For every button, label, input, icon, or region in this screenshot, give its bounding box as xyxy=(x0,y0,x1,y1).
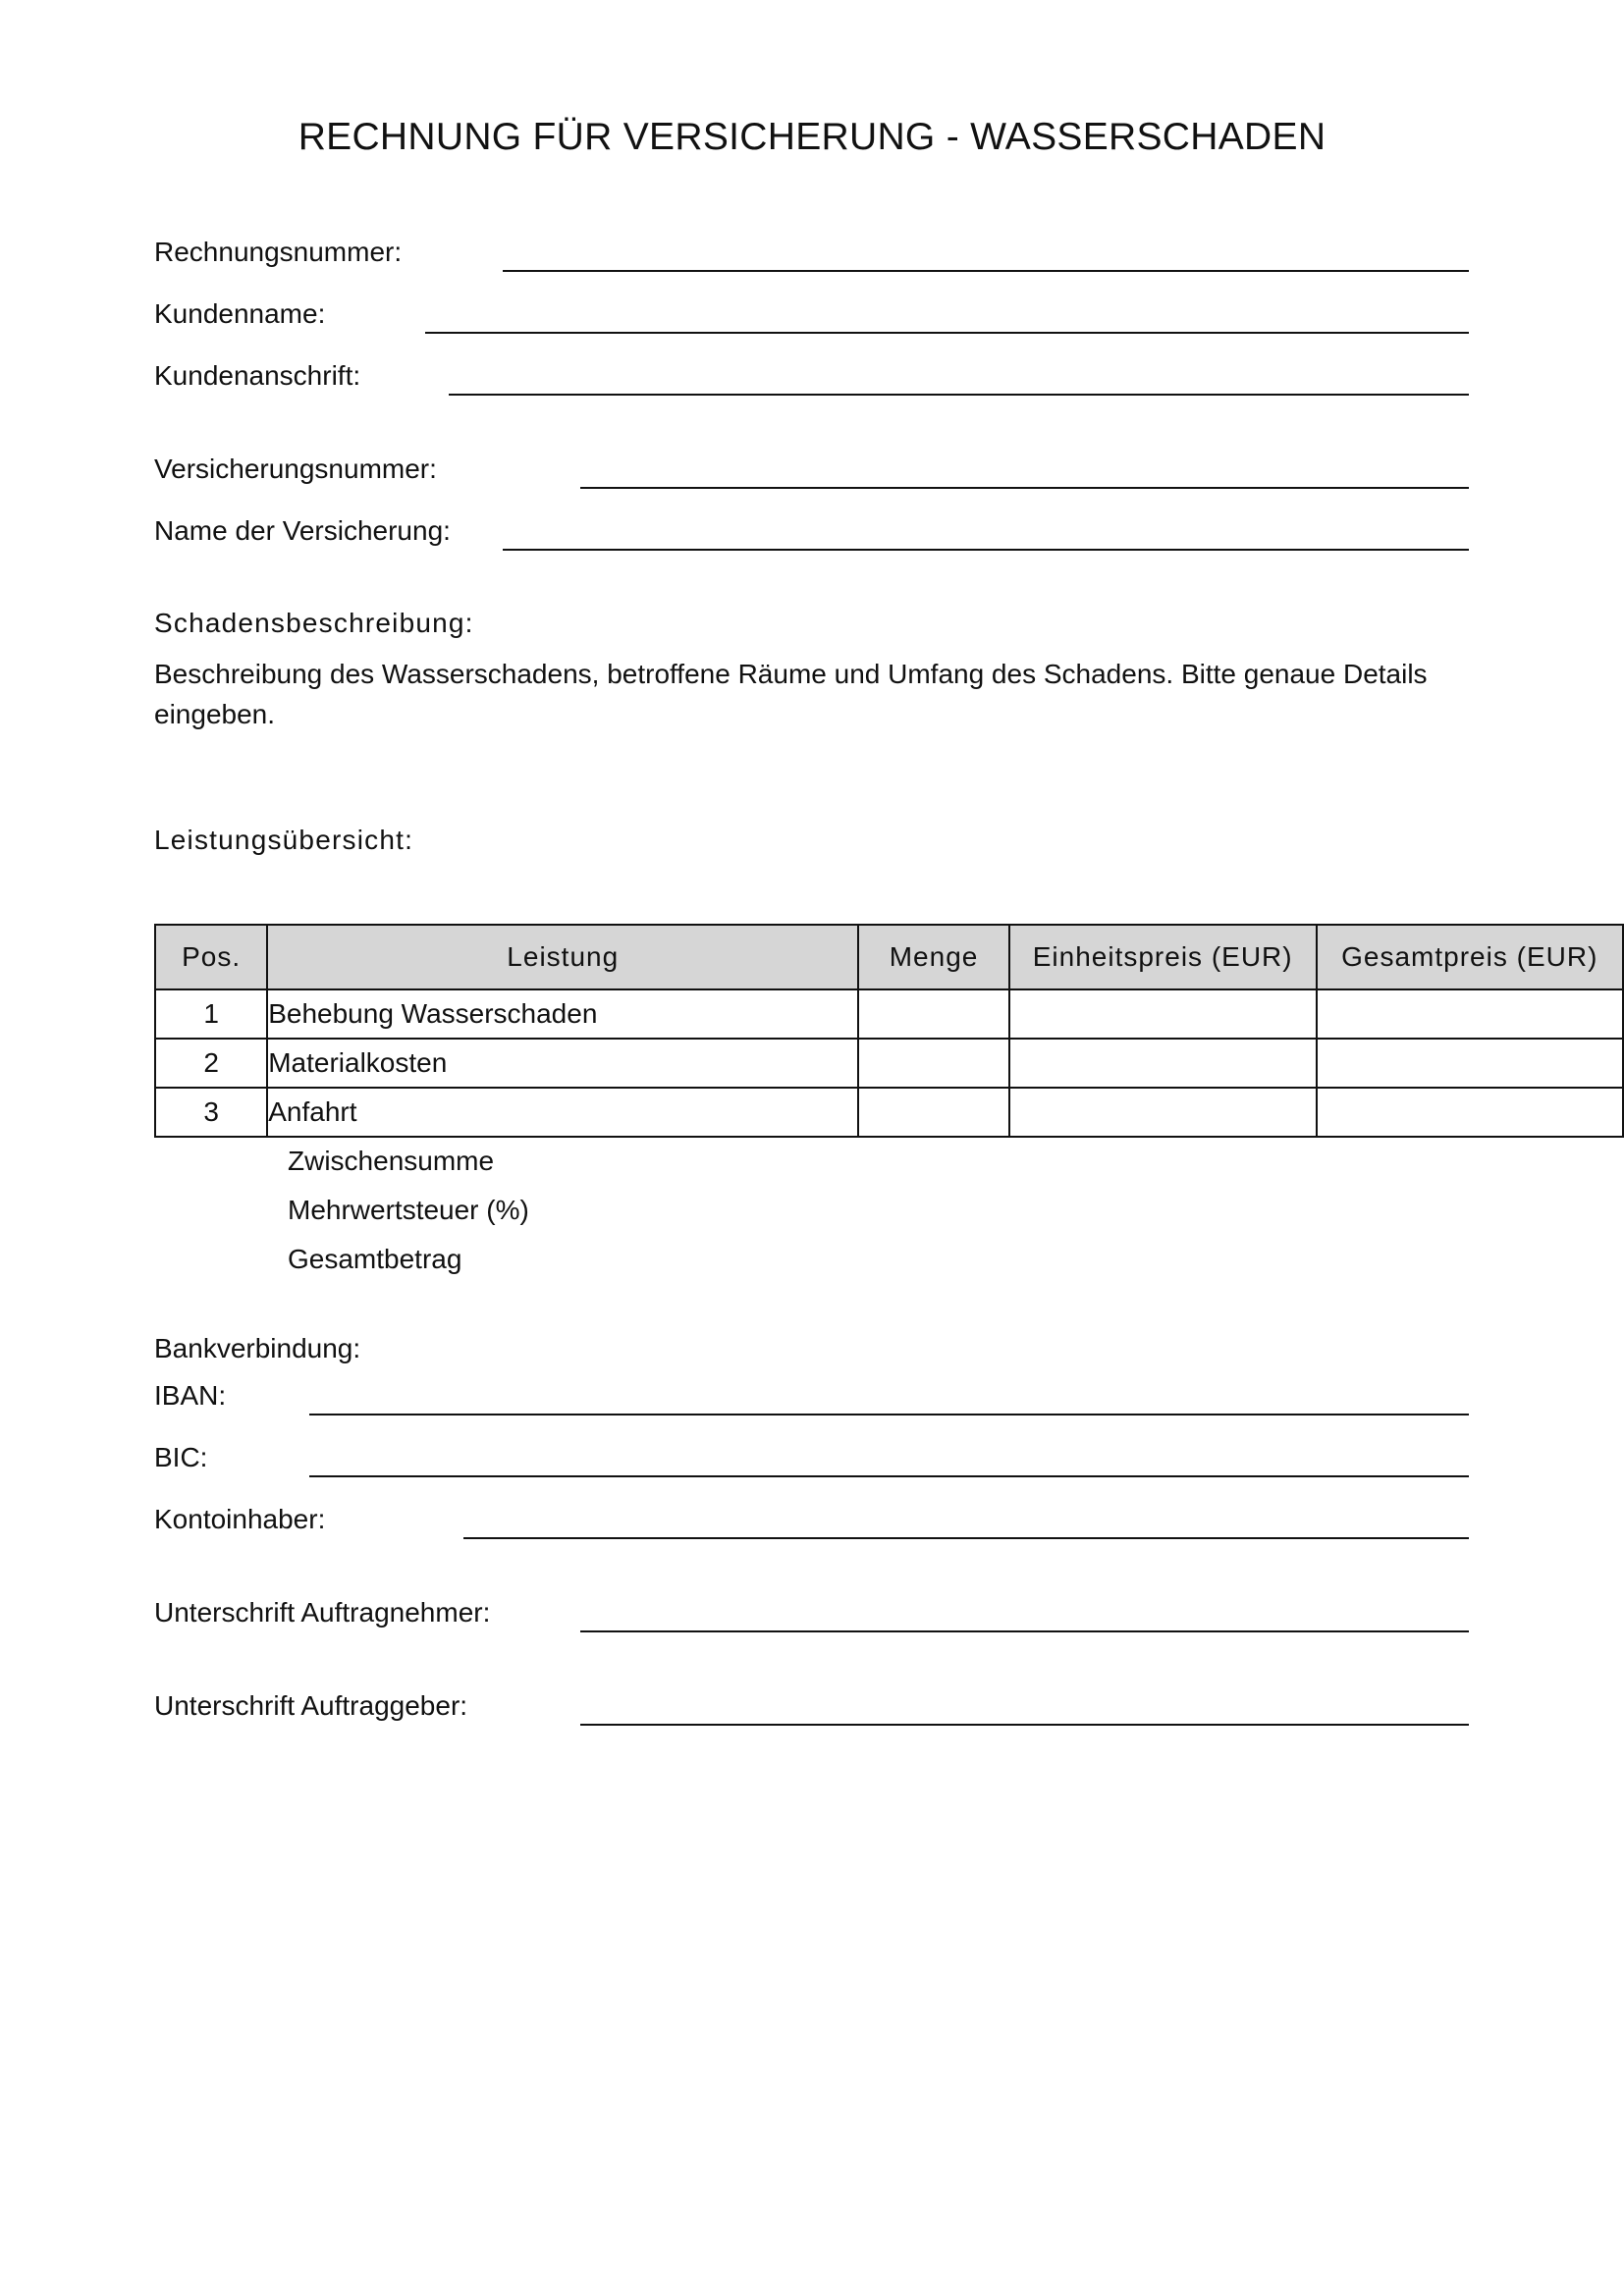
row-total-cell[interactable] xyxy=(1317,1088,1623,1137)
client-signature-label: Unterschrift Auftraggeber: xyxy=(154,1690,468,1721)
column-header-total-price: Gesamtpreis (EUR) xyxy=(1317,925,1623,989)
row-unit-price-cell[interactable] xyxy=(1009,1088,1317,1137)
column-header-quantity: Menge xyxy=(858,925,1009,989)
column-header-unit-price: Einheitspreis (EUR) xyxy=(1009,925,1317,989)
bank-details-heading: Bankverbindung: xyxy=(154,1333,361,1363)
column-header-service: Leistung xyxy=(267,925,858,989)
customer-name-label: Kundenname: xyxy=(154,298,326,329)
contractor-signature-label: Unterschrift Auftragnehmer: xyxy=(154,1597,491,1628)
contractor-signature-field[interactable] xyxy=(580,1630,1469,1632)
insurer-name-label: Name der Versicherung: xyxy=(154,515,451,546)
table-header-row xyxy=(155,925,1623,989)
subtotal-label: Zwischensumme xyxy=(288,1146,495,1176)
column-header-pos: Pos. xyxy=(155,925,267,989)
client-signature-field[interactable] xyxy=(580,1724,1469,1726)
damage-description-heading: Schadensbeschreibung: xyxy=(154,608,474,638)
table-row xyxy=(155,989,1623,1039)
insurer-name-field[interactable] xyxy=(503,549,1469,551)
row-service: Anfahrt xyxy=(267,1088,858,1137)
table-row xyxy=(155,1039,1623,1088)
page-title: RECHNUNG FÜR VERSICHERUNG - WASSERSCHADEN xyxy=(298,116,1326,158)
row-pos: 2 xyxy=(155,1039,267,1088)
bic-field[interactable] xyxy=(309,1475,1469,1477)
iban-label: IBAN: xyxy=(154,1380,227,1411)
row-pos: 1 xyxy=(155,989,267,1039)
damage-description-text: Beschreibung des Wasserschadens, betroffene Räume und Umfang des Schadens. Bitte genaue Details eingeben. xyxy=(154,659,1428,729)
bic-label: BIC: xyxy=(154,1442,208,1472)
account-holder-field[interactable] xyxy=(463,1537,1469,1539)
table-row xyxy=(155,1088,1623,1137)
row-unit-price-cell[interactable] xyxy=(1009,1039,1317,1088)
customer-address-label: Kundenanschrift: xyxy=(154,360,361,391)
services-table xyxy=(154,924,1624,1138)
row-quantity-cell[interactable] xyxy=(858,989,1009,1039)
row-unit-price-cell[interactable] xyxy=(1009,989,1317,1039)
policy-number-label: Versicherungsnummer: xyxy=(154,454,437,484)
grand-total-label: Gesamtbetrag xyxy=(288,1244,462,1274)
row-service: Behebung Wasserschaden xyxy=(267,989,858,1039)
row-total-cell[interactable] xyxy=(1317,1039,1623,1088)
services-heading: Leistungsübersicht: xyxy=(154,825,414,855)
iban-field[interactable] xyxy=(309,1414,1469,1415)
row-service: Materialkosten xyxy=(267,1039,858,1088)
row-quantity-cell[interactable] xyxy=(858,1088,1009,1137)
row-quantity-cell[interactable] xyxy=(858,1039,1009,1088)
customer-address-field[interactable] xyxy=(449,394,1469,396)
policy-number-field[interactable] xyxy=(580,487,1469,489)
account-holder-label: Kontoinhaber: xyxy=(154,1504,326,1534)
invoice-number-label: Rechnungsnummer: xyxy=(154,237,403,267)
invoice-number-field[interactable] xyxy=(503,270,1469,272)
customer-name-field[interactable] xyxy=(425,332,1469,334)
vat-label: Mehrwertsteuer (%) xyxy=(288,1195,529,1225)
row-pos: 3 xyxy=(155,1088,267,1137)
row-total-cell[interactable] xyxy=(1317,989,1623,1039)
